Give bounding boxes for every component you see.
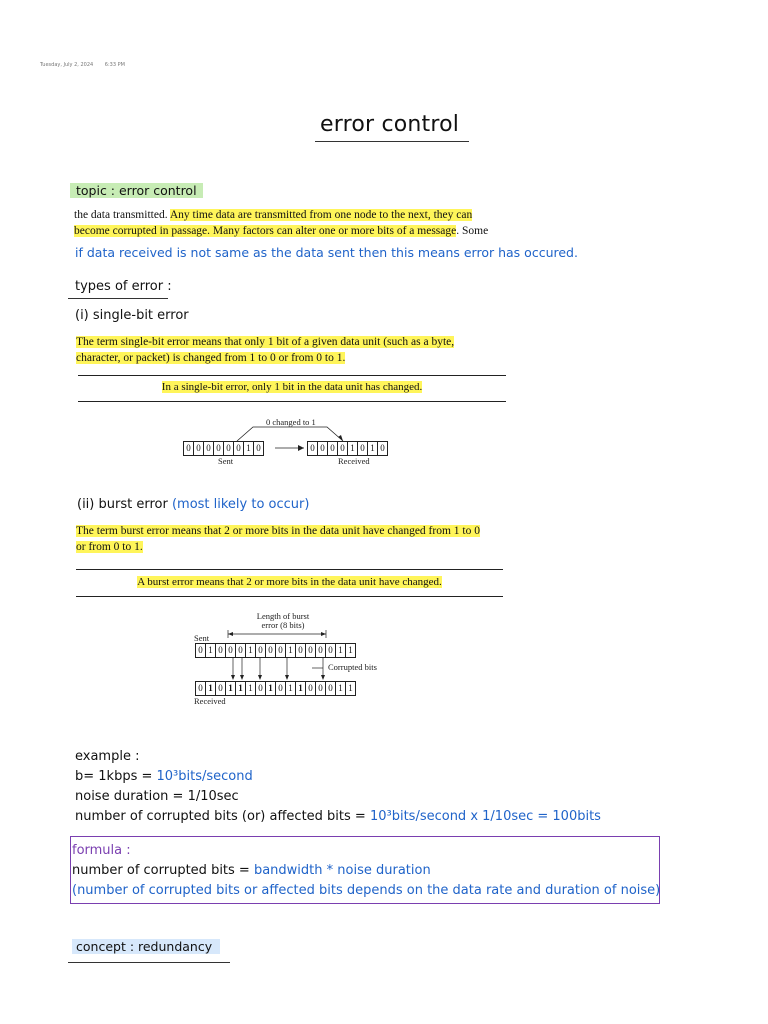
page-timestamp	[40, 62, 135, 68]
bit-cell: 1	[265, 681, 276, 696]
definition-line2-tail: . Some	[456, 225, 489, 237]
example-line2: noise duration = 1/10sec	[75, 789, 239, 804]
bit-cell: 1	[225, 681, 236, 696]
example-line3-text: number of corrupted bits (or) affected bits =	[75, 809, 370, 824]
bit-cell: 0	[377, 441, 388, 456]
burst-heading	[77, 497, 309, 512]
types-heading: types of error :	[75, 279, 172, 294]
burst-box-top-rule	[76, 569, 503, 570]
burst-length-label-2: error (8 bits)	[261, 620, 305, 630]
definition-line1-highlight: Any time data are transmitted from one node to the next, they can	[169, 209, 473, 221]
bit-cell: 0	[225, 643, 236, 658]
bit-cell: 1	[245, 681, 256, 696]
bit-cell: 1	[235, 681, 246, 696]
bit-cell: 0	[317, 441, 328, 456]
single-bit-box-label: In a single-bit error, only 1 bit in the data unit has changed.	[161, 381, 423, 393]
example-line1	[75, 767, 601, 787]
title-underline	[315, 141, 469, 142]
bit-cell: 0	[265, 643, 276, 658]
single-bit-definition	[76, 334, 516, 366]
bit-cell: 0	[255, 681, 266, 696]
concept-label: concept : redundancy	[72, 939, 220, 954]
bit-cell: 0	[195, 681, 206, 696]
bit-cell: 1	[335, 681, 346, 696]
formula-line1	[72, 861, 660, 881]
single-bit-def-line2: character, or packet) is changed from 1 to 0 or from 0 to 1.	[76, 352, 346, 364]
bit-cell: 1	[205, 643, 216, 658]
changed-label: 0 changed to 1	[266, 417, 316, 427]
bit-cell: 1	[347, 441, 358, 456]
example-line3-value: 10³bits/second x 1/10sec = 100bits	[369, 809, 601, 824]
bit-cell: 0	[327, 441, 338, 456]
example-label: example :	[75, 749, 140, 764]
bit-cell: 0	[235, 643, 246, 658]
bit-cell: 0	[233, 441, 244, 456]
bit-cell: 0	[203, 441, 214, 456]
burst-heading-text: (ii) burst error	[77, 497, 168, 512]
bit-cell: 0	[195, 643, 206, 658]
topic-label: topic : error control	[70, 183, 203, 198]
example-block	[75, 747, 601, 827]
definition-line1-plain: the data transmitted.	[74, 209, 170, 221]
bit-cell: 0	[305, 681, 316, 696]
formula-line2: (number of corrupted bits or affected bits depends on the data rate and duration of noise)	[72, 883, 661, 898]
bit-cell: 0	[305, 643, 316, 658]
burst-box-label: A burst error means that 2 or more bits in the data unit have changed.	[137, 576, 442, 588]
example-line3	[75, 807, 601, 827]
bit-cell: 0	[325, 681, 336, 696]
single-bit-box-bottom-rule	[78, 401, 506, 402]
formula-line1-text: number of corrupted bits =	[72, 863, 254, 878]
bit-cell: 0	[275, 681, 286, 696]
bit-cell: 0	[307, 441, 318, 456]
single-bit-received-bits	[308, 441, 388, 456]
bit-cell: 0	[215, 681, 226, 696]
single-bit-received-label: Received	[338, 456, 370, 466]
burst-sent-bits	[196, 643, 356, 658]
burst-def-line1: The term burst error means that 2 or more bits in the data unit have changed from 1 to 0	[76, 525, 480, 537]
bit-cell: 1	[295, 681, 306, 696]
concept-underline	[68, 962, 230, 963]
error-note: if data received is not same as the data sent then this means error has occured.	[75, 245, 578, 260]
burst-figure	[192, 610, 402, 710]
bit-cell: 0	[255, 643, 266, 658]
bit-cell: 1	[345, 643, 356, 658]
page-date: Tuesday, July 2, 2024	[40, 62, 94, 68]
burst-definition	[76, 523, 516, 555]
bit-cell: 1	[285, 681, 296, 696]
bit-cell: 1	[243, 441, 254, 456]
burst-received-bits	[196, 681, 356, 696]
bit-cell: 0	[357, 441, 368, 456]
bit-cell: 1	[285, 643, 296, 658]
bit-cell: 0	[223, 441, 234, 456]
bit-cell: 0	[213, 441, 224, 456]
formula-block	[72, 841, 660, 901]
types-underline	[68, 298, 168, 299]
page-title: error control	[320, 112, 460, 137]
burst-heading-note: (most likely to occur)	[171, 497, 310, 512]
single-bit-box-top-rule	[78, 375, 506, 376]
burst-def-line2: or from 0 to 1.	[76, 541, 143, 553]
bit-cell: 1	[335, 643, 346, 658]
bit-cell: 0	[325, 643, 336, 658]
corrupted-label: Corrupted bits	[328, 662, 377, 672]
bit-cell: 0	[253, 441, 264, 456]
single-bit-figure	[180, 413, 410, 469]
bit-cell: 1	[245, 643, 256, 658]
bit-cell: 0	[337, 441, 348, 456]
example-line1-text: b= 1kbps =	[75, 769, 157, 784]
bit-cell: 0	[215, 643, 226, 658]
single-bit-sent-label: Sent	[218, 456, 234, 466]
bit-cell: 0	[315, 681, 326, 696]
page-time: 6:33 PM	[104, 62, 125, 68]
bit-cell: 1	[345, 681, 356, 696]
burst-box-bottom-rule	[76, 596, 503, 597]
single-bit-def-line1: The term single-bit error means that only 1 bit of a given data unit (such as a byte,	[76, 336, 455, 348]
bit-cell: 0	[295, 643, 306, 658]
formula-label: formula :	[72, 843, 131, 858]
burst-length-label-1: Length of burst	[256, 611, 310, 621]
bit-cell: 0	[275, 643, 286, 658]
bit-cell: 0	[315, 643, 326, 658]
bit-cell: 1	[367, 441, 378, 456]
burst-box-text	[76, 576, 503, 588]
bit-cell: 1	[205, 681, 216, 696]
definition-line2-highlight: become corrupted in passage. Many factors can alter one or more bits of a message	[74, 225, 457, 237]
single-bit-sent-bits	[184, 441, 264, 456]
single-bit-heading: (i) single-bit error	[75, 308, 189, 323]
example-line1-value: 10³bits/second	[156, 769, 253, 784]
single-bit-box-text	[78, 381, 506, 393]
formula-line1-value: bandwidth * noise duration	[253, 863, 431, 878]
bit-cell: 0	[193, 441, 204, 456]
bit-cell: 0	[183, 441, 194, 456]
burst-received-label: Received	[194, 696, 226, 706]
definition-excerpt	[74, 207, 514, 239]
burst-sent-label: Sent	[194, 633, 210, 643]
